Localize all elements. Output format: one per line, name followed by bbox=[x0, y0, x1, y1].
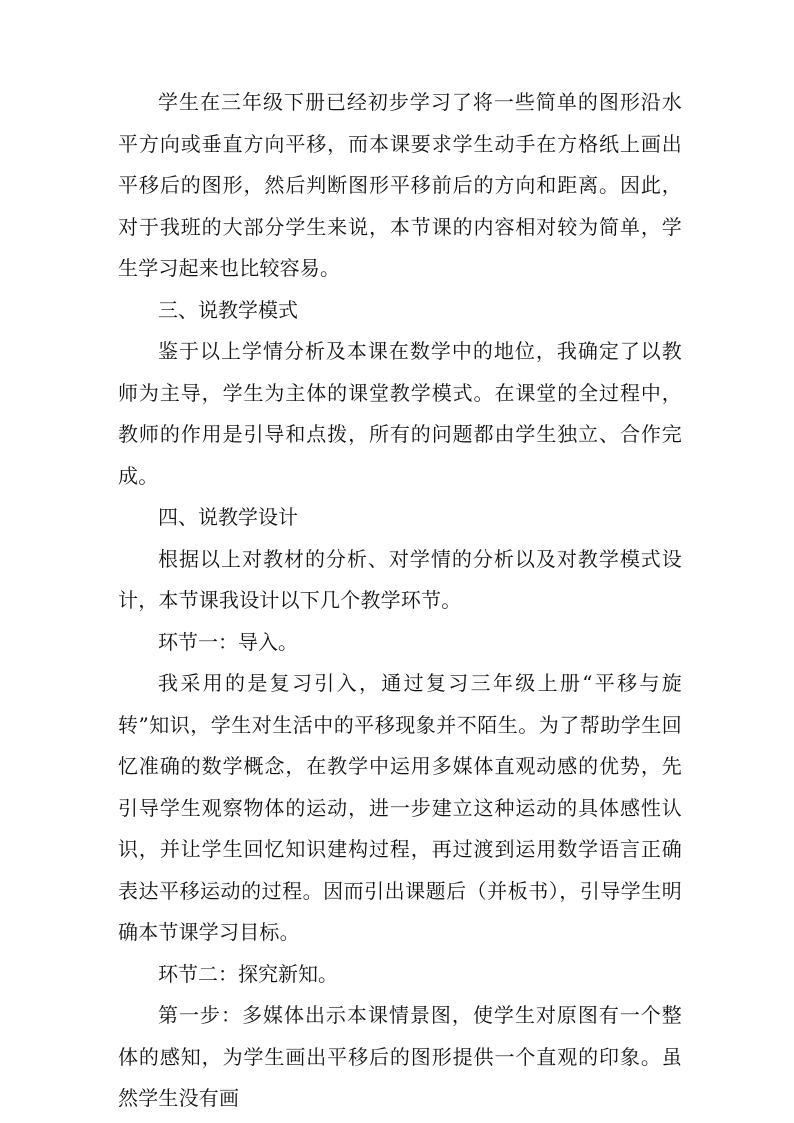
heading-teaching-mode: 三、说教学模式 bbox=[158, 297, 298, 322]
paragraph-step-two: 第一步：多媒体出示本课情景图，使学生对原图有一个整体的感知，为学生画出平移后的图形提供一个直观的印象。虽然学生没有画 bbox=[118, 1003, 682, 1110]
document-body bbox=[118, 82, 682, 1120]
heading-step-one: 环节一：导入。 bbox=[158, 629, 298, 654]
paragraph-step-one: 我采用的是复习引入，通过复习三年级上册“平移与旋转”知识，学生对生活中的平移现象并不陌生。为了帮助学生回忆准确的数学概念，在教学中运用多媒体直观动感的优势，先引导学生观察物体的运动，进一步建立这种运动的具体感性认识，并让学生回忆知识建构过程，再过渡到运用数学语言正确表达平移运动的过程。因而引出课题后（并板书），引导学生明确本节课学习目标。 bbox=[118, 671, 682, 944]
paragraph-teaching-design: 根据以上对教材的分析、对学情的分析以及对教学模式设计，本节课我设计以下几个教学环节。 bbox=[118, 546, 682, 612]
paragraph-learner-analysis: 学生在三年级下册已经初步学习了将一些简单的图形沿水平方向或垂直方向平移，而本课要求学生动手在方格纸上画出平移后的图形，然后判断图形平移前后的方向和距离。因此，对于我班的大部分学生来说，本节课的内容相对较为简单，学生学习起来也比较容易。 bbox=[118, 90, 682, 280]
heading-teaching-design: 四、说教学设计 bbox=[158, 505, 298, 529]
heading-step-two: 环节二：探究新知。 bbox=[158, 961, 338, 986]
paragraph-teaching-mode: 鉴于以上学情分析及本课在数学中的地位，我确定了以教师为主导，学生为主体的课堂教学模式。在课堂的全过程中，教师的作用是引导和点拨，所有的问题都由学生独立、合作完成。 bbox=[118, 339, 682, 488]
